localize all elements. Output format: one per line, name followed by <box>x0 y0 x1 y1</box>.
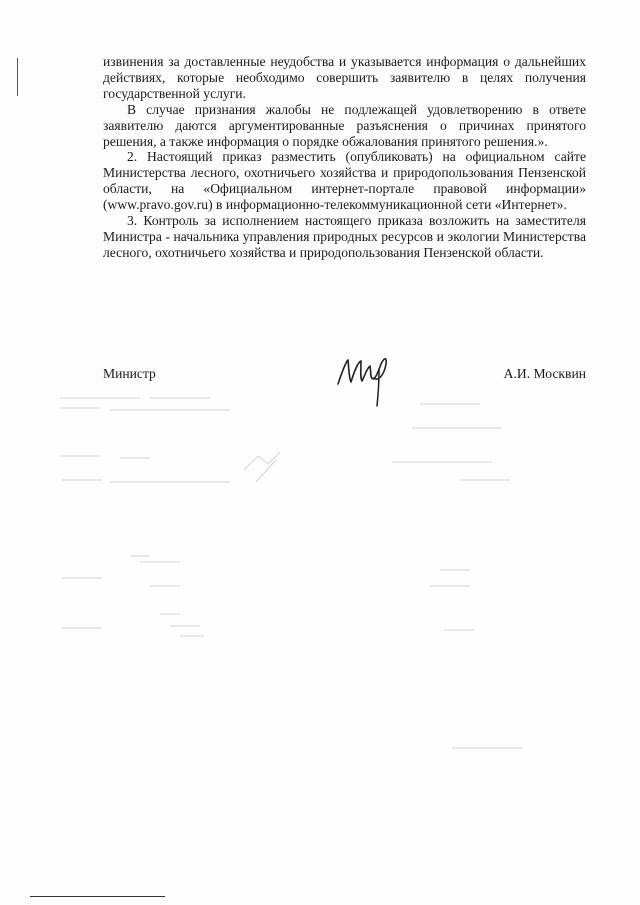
paragraph-publication: 2. Настоящий приказ разместить (опубликовать) на официальном сайте Министерства лесного, охотничьего хозяйства и природопользования Пензенской области, на «Официальном интернет-портале правовой информации» (www.pravo.gov.ru) в информационно-телекоммуникационной сети «Интернет». <box>103 149 586 213</box>
signatory-name: А.И. Москвин <box>503 366 586 381</box>
paragraph-continuation: извинения за доставленные неудобства и указывается информация о дальнейших действиях, которые необходимо совершить заявителю в целях получения государственной услуги. <box>103 54 586 101</box>
footer-rule <box>30 896 165 897</box>
paragraph-complaint-rejection: В случае признания жалобы не подлежащей удовлетворению в ответе заявителю даются аргументированные разъяснения о причинах принятого решения, а также информация о порядке обжалования принятого решения.». <box>103 101 586 149</box>
signatory-title: Министр <box>103 366 156 381</box>
paragraph-control: 3. Контроль за исполнением настоящего приказа возложить на заместителя Министра - начальника управления природных ресурсов и экологии Министерства лесного, охотничьего хозяйства и природопользования Пензенской области. <box>103 213 586 260</box>
